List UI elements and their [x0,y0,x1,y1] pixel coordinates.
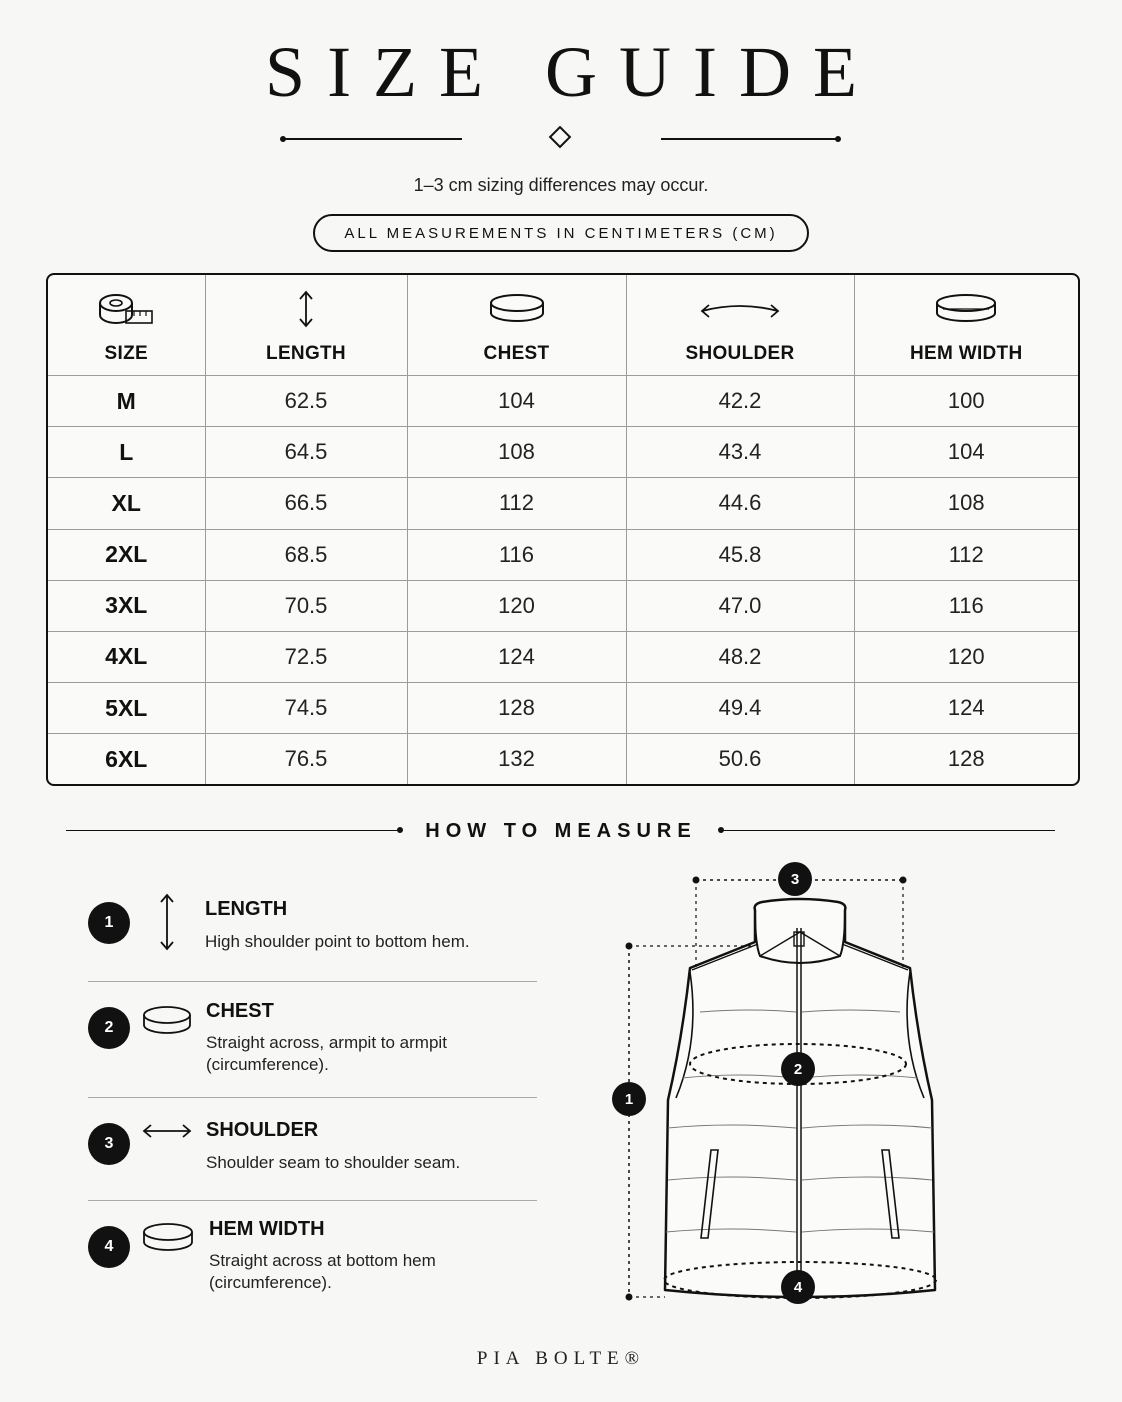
horizontal-arrow-icon [141,1120,193,1142]
shoulder-cell: 45.8 [626,529,854,580]
length-cell: 68.5 [205,529,407,580]
sizing-note: 1–3 cm sizing differences may occur. [413,175,709,195]
column-header-length [205,275,407,376]
measure-title-length: LENGTH [205,898,288,920]
size-cell: M [48,376,205,427]
title-divider-ornament [280,126,844,154]
hem-width-cell: 116 [854,580,1078,631]
shoulder-cell: 44.6 [626,478,854,529]
size-cell: L [48,427,205,478]
size-cell: 6XL [48,734,205,784]
size-table-grid [48,275,1078,784]
table-row [48,734,1078,784]
chest-cell: 116 [407,529,626,580]
diagram-badge-length: 1 [612,1082,646,1116]
circumference-icon [487,289,547,329]
size-cell: XL [48,478,205,529]
chest-cell: 104 [407,376,626,427]
circumference-icon [933,289,999,329]
size-cell: 3XL [48,580,205,631]
length-cell: 62.5 [205,376,407,427]
shoulder-cell: 49.4 [626,683,854,734]
item-separator [88,1200,537,1201]
circumference-icon [141,1003,193,1039]
column-label: SIZE [104,343,148,364]
measure-title-hem-width: HEM WIDTH [209,1218,325,1240]
table-row [48,683,1078,734]
units-label: ALL MEASUREMENTS IN CENTIMETERS (CM) [344,224,778,242]
column-label: SHOULDER [685,343,795,364]
hem-width-cell: 108 [854,478,1078,529]
step-number-badge: 2 [88,1007,130,1049]
chest-cell: 124 [407,631,626,682]
length-cell: 72.5 [205,631,407,682]
how-to-measure-title: HOW TO MEASURE [425,820,697,842]
size-cell: 2XL [48,529,205,580]
vertical-arrow-icon [155,892,179,952]
section-divider-right [721,830,1055,831]
section-divider-left [66,830,400,831]
shoulder-cell: 42.2 [626,376,854,427]
hem-width-cell: 112 [854,529,1078,580]
measure-title-shoulder: SHOULDER [206,1119,319,1141]
units-badge [313,214,809,252]
step-number-badge: 4 [88,1226,130,1268]
item-separator [88,1097,537,1098]
length-cell: 74.5 [205,683,407,734]
tape-measure-icon [96,289,156,329]
shoulder-cell: 48.2 [626,631,854,682]
vertical-arrow-icon [291,289,321,329]
vest-diagram [600,860,950,1310]
shoulder-cell: 43.4 [626,427,854,478]
divider-dot [397,827,403,833]
size-cell: 4XL [48,631,205,682]
hem-width-cell: 104 [854,427,1078,478]
column-label: HEM WIDTH [910,343,1023,364]
circumference-icon [141,1220,195,1256]
length-cell: 76.5 [205,734,407,784]
column-header-size [48,275,205,376]
diagram-badge-shoulder: 3 [778,862,812,896]
brand-logo: PIA BOLTE® [476,1348,646,1369]
table-row [48,631,1078,682]
size-cell: 5XL [48,683,205,734]
measure-desc-hem-width: Straight across at bottom hem (circumference). [209,1251,436,1292]
length-cell: 66.5 [205,478,407,529]
step-number-badge: 1 [88,902,130,944]
diagram-badge-hem-width: 4 [781,1270,815,1304]
step-number-badge: 3 [88,1123,130,1165]
table-header-row [48,275,1078,376]
table-row [48,580,1078,631]
measure-desc-shoulder: Shoulder seam to shoulder seam. [206,1153,461,1172]
measure-desc-chest: Straight across, armpit to armpit (circumference). [206,1033,447,1074]
measure-title-chest: CHEST [206,1000,274,1022]
hem-width-cell: 124 [854,683,1078,734]
column-label: CHEST [483,343,550,364]
chest-cell: 112 [407,478,626,529]
table-row [48,529,1078,580]
hem-width-cell: 100 [854,376,1078,427]
item-separator [88,981,537,982]
diagram-badge-chest: 2 [781,1052,815,1086]
measure-desc-length: High shoulder point to bottom hem. [205,932,470,951]
shoulder-cell: 47.0 [626,580,854,631]
hem-width-cell: 120 [854,631,1078,682]
column-header-chest [407,275,626,376]
table-row [48,427,1078,478]
length-cell: 70.5 [205,580,407,631]
page-title: SIZE GUIDE [265,32,879,112]
chest-cell: 108 [407,427,626,478]
table-row [48,376,1078,427]
column-header-hem-width [854,275,1078,376]
column-header-shoulder [626,275,854,376]
chest-cell: 132 [407,734,626,784]
chest-cell: 128 [407,683,626,734]
size-table [46,273,1080,786]
length-cell: 64.5 [205,427,407,478]
shoulder-cell: 50.6 [626,734,854,784]
horizontal-arrow-icon [698,289,782,329]
table-row [48,478,1078,529]
chest-cell: 120 [407,580,626,631]
hem-width-cell: 128 [947,746,985,772]
column-label: LENGTH [266,343,346,364]
